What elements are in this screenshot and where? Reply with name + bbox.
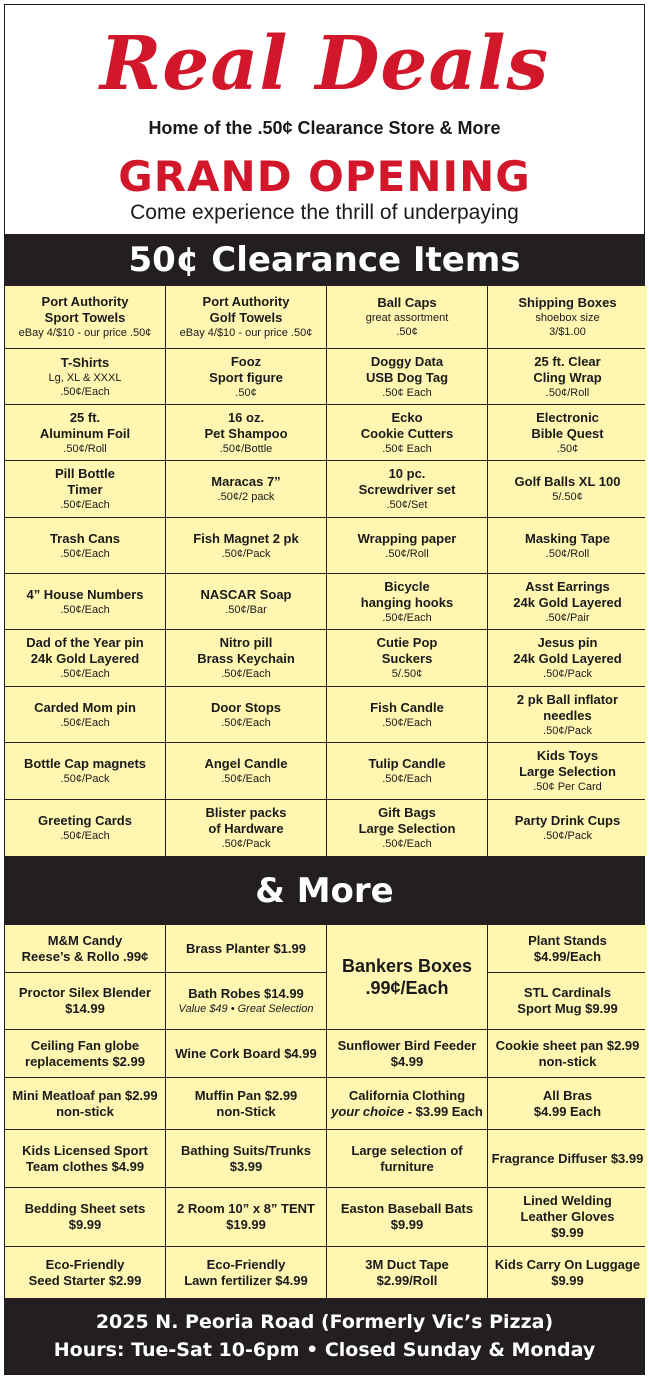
item-title-line: $4.99/Each [533,948,602,964]
item-title-line: Mini Meatloaf pan $2.99 [12,1087,158,1103]
more-item [166,973,326,1029]
item-title-line: Blister packs [205,805,287,820]
item-title-line: USB Dog Tag [365,369,449,385]
clearance-items-grid [5,286,644,858]
item-emphasis: your choice [331,1103,405,1119]
more-item [166,1188,326,1246]
item-title-line: Team clothes $4.99 [25,1158,145,1174]
item-title-line: Electronic [536,409,599,425]
item-title-line: $4.99 Each [533,1103,602,1119]
item-title-line: T-Shirts [60,354,110,370]
clearance-item [327,461,487,517]
item-price: - $3.99 Each [404,1103,483,1119]
store-address: 2025 N. Peoria Road (Formerly Vic’s Pizza) [95,1311,554,1333]
item-detail: .50¢ [556,442,579,455]
item-title-line: Doggy Data [370,353,444,369]
clearance-item [5,743,165,799]
more-item [488,925,647,972]
item-title-line: 4” House Numbers [26,586,144,602]
item-title-line: Fragrance Diffuser $3.99 [491,1150,644,1166]
more-items-grid [5,925,644,1301]
item-detail: .50¢ Each [382,386,432,399]
item-title-line: $3.99 [229,1158,263,1174]
item-title-line: of Hardware [208,821,284,836]
item-title-line: $14.99 [65,1001,105,1016]
item-title-line: Muffin Pan $2.99 [194,1087,298,1103]
item-title-line: Pill Bottle [55,466,115,481]
item-title-line: Kids Licensed Sport [22,1142,148,1158]
item-title-line: Wrapping paper [357,530,457,546]
clearance-item [166,800,326,856]
item-title-line: Large selection of [351,1142,463,1158]
item-title-line: Wine Cork Board $4.99 [175,1045,317,1061]
clearance-section-title: 50¢ Clearance Items [5,234,644,286]
item-detail: .50¢/Each [382,773,432,785]
item-title-line: $2.99/Roll [376,1272,438,1288]
item-detail: .50¢/Each [382,838,432,850]
item-detail: .50¢/Bottle [219,442,273,455]
clearance-item [488,286,647,348]
clearance-item [488,405,647,460]
item-title-line: Aluminum Foil [39,425,131,441]
item-title-line: Large Selection [519,764,616,779]
item-title-line: Bedding Sheet sets [24,1201,146,1216]
clearance-item [488,574,647,629]
item-title-line: Sport Mug $9.99 [517,1001,618,1016]
item-detail: 3/$1.00 [549,326,586,338]
item-title-line: Sport Towels [44,310,126,325]
item-title-line: Port Authority [202,294,290,309]
item-title-line: Kids Carry On Luggage [494,1256,641,1272]
item-title-line: Cookie sheet pan $2.99 [495,1037,640,1053]
item-detail: great assortment [365,312,449,324]
item-detail: eBay 4/$10 - our price .50¢ [179,327,313,339]
more-item [5,1247,165,1298]
item-detail: .50¢/Pack [221,838,271,850]
clearance-item [166,630,326,686]
item-title-line: 24k Gold Layered [513,594,622,610]
more-item [5,1188,165,1246]
more-item [5,1130,165,1187]
clearance-item [5,461,165,517]
clearance-item [327,574,487,629]
item-title-line: California Clothing [348,1087,466,1103]
item-detail: .50¢ Per Card [533,781,602,793]
more-item [488,1078,647,1129]
more-section-title: & More [5,858,644,925]
store-logo: Real Deals [99,21,550,107]
item-title-line: Gift Bags [378,805,436,820]
item-title-line: Golf Towels [209,310,283,325]
more-item [5,1030,165,1077]
item-detail: eBay 4/$10 - our price .50¢ [18,327,152,339]
item-title-line: Reese’s & Rollo .99¢ [21,948,149,964]
more-item [488,1130,647,1187]
item-detail: .50¢/Roll [63,442,107,455]
item-detail: .50¢/2 pack [217,491,275,503]
item-title-line: replacements $2.99 [25,1053,145,1069]
item-detail: Lg, XL & XXXL [48,371,122,384]
item-title-line: Ceiling Fan globe [30,1037,140,1053]
item-title-line: Port Authority [41,294,129,309]
more-item [327,1247,487,1298]
item-title-line: Maracas 7” [211,474,281,489]
item-detail: .50¢/Roll [545,386,590,399]
clearance-item [488,349,647,404]
item-title-line: Large Selection [358,821,456,836]
item-detail: .50¢/Roll [385,547,429,560]
item-title-line: needles [543,707,592,723]
clearance-item [166,405,326,460]
more-item [327,1130,487,1187]
item-title-line: Masking Tape [524,530,610,546]
item-title-line: Ecko [391,409,423,425]
clearance-item [166,687,326,742]
flyer-header [5,5,644,234]
more-item [166,925,326,972]
item-title-line: Lawn fertilizer $4.99 [184,1272,308,1288]
item-title-line: non-Stick [216,1103,276,1119]
item-detail: .50¢/Each [221,716,271,729]
item-title-line: Eco-Friendly [45,1256,125,1272]
item-title-line: Cutie Pop [376,635,438,650]
item-title-line: Party Drink Cups [514,813,621,828]
item-title-line: Easton Baseball Bats [340,1201,474,1216]
clearance-item [488,461,647,517]
item-title-line: Proctor Silex Blender [18,985,152,1000]
more-item [488,1247,647,1298]
item-title-line: non-stick [56,1103,114,1119]
item-title-line: $9.99 [390,1217,424,1232]
item-detail: .50¢ [235,386,257,399]
clearance-item [488,518,647,573]
clearance-item [327,630,487,686]
clearance-item [327,349,487,404]
more-item [5,1078,165,1129]
item-title-line: Sunflower Bird Feeder [337,1037,477,1053]
item-detail: .50¢/Each [60,716,110,729]
item-title-line: All Bras [542,1087,593,1103]
item-title-line: Eco-Friendly [206,1256,286,1272]
item-title-line: Greeting Cards [38,813,132,828]
item-title-line: Trash Cans [49,530,121,546]
more-item [166,1078,326,1129]
item-title-line: Jesus pin [537,635,598,650]
item-title-line: Bible Quest [531,425,604,441]
more-item [166,1030,326,1077]
clearance-item [166,286,326,348]
item-title-line: Timer [67,482,103,497]
clearance-item [5,349,165,404]
more-item [5,925,165,972]
clearance-item [5,800,165,856]
item-title-line: hanging hooks [360,594,454,610]
item-title-line: Ball Caps [377,295,437,310]
item-detail: .50¢/Each [60,668,110,680]
clearance-item [488,743,647,799]
item-title-line: Fish Candle [370,699,444,715]
clearance-item [5,630,165,686]
store-hours: Hours: Tue-Sat 10-6pm • Closed Sunday & Monday [53,1339,596,1361]
clearance-item [166,743,326,799]
item-title-line: 16 oz. [227,409,265,425]
item-title-line: Bath Robes $14.99 [188,986,304,1001]
item-title-line: Lined Welding [523,1193,612,1208]
item-detail: .50¢ [396,326,418,338]
item-title-line: Angel Candle [204,756,288,771]
item-detail: .50¢/Each [60,499,110,511]
item-detail: .50¢/Pack [221,547,271,560]
item-title-line: furniture [380,1158,434,1174]
item-title-line: Fooz [230,353,262,369]
more-item [166,1247,326,1298]
item-title-line: STL Cardinals [523,985,612,1000]
more-item [5,973,165,1029]
store-tagline: Home of the .50¢ Clearance Store & More [148,118,501,138]
item-title-line: $19.99 [226,1217,266,1232]
item-detail: .50¢/Each [60,547,110,560]
item-title-line: .99¢/Each [365,978,449,998]
item-title-line: 25 ft. [69,409,101,425]
clearance-item [5,574,165,629]
item-title-line: $9.99 [551,1225,584,1240]
item-detail: .50¢/Roll [545,547,590,560]
item-title-line: 24k Gold Layered [30,651,140,666]
clearance-item [327,518,487,573]
item-detail: .50¢/Each [221,773,271,785]
item-title-line: Door Stops [210,699,282,715]
item-title-line: Brass Planter $1.99 [186,940,306,956]
item-title-line: Suckers [381,651,433,666]
item-title-line: 2 Room 10” x 8” TENT [177,1201,315,1216]
clearance-item [488,630,647,686]
more-item [488,1030,647,1077]
grand-opening-headline: GRAND OPENING [118,152,531,201]
clearance-item [327,687,487,742]
item-title-line: Sport figure [209,369,283,385]
item-title-line: Shipping Boxes [518,295,617,310]
item-title-line: $4.99 [390,1053,424,1069]
item-detail: .50¢/Each [382,611,432,624]
item-title-line: M&M Candy [47,932,123,948]
item-title-line: $9.99 [551,1272,584,1288]
item-title-line: Dad of the Year pin [26,635,144,650]
item-detail: .50¢/Pack [543,724,592,737]
item-title-line: Brass Keychain [197,651,295,666]
item-detail: 5/.50¢ [552,491,583,503]
item-title-line: Golf Balls XL 100 [514,474,621,489]
item-title-line: Pet Shampoo [204,425,288,441]
item-detail: .50¢ Each [382,442,432,455]
item-title-line: NASCAR Soap [200,586,292,602]
item-title-line: Fish Magnet 2 pk [193,530,299,546]
item-title-line: Carded Mom pin [34,699,136,715]
item-detail: .50¢/Pack [543,668,592,680]
advertisement-flyer [4,4,645,1375]
item-detail: .50¢/Bar [225,603,267,616]
item-title-line: 10 pc. [388,466,426,481]
clearance-item [327,405,487,460]
item-title-line: Tulip Candle [368,756,446,771]
more-item [488,973,647,1029]
clearance-item [488,800,647,856]
item-title-line: Bathing Suits/Trunks [180,1142,311,1158]
clearance-item [327,800,487,856]
item-title-line: $9.99 [68,1217,102,1232]
clearance-item [5,518,165,573]
item-title-line: Seed Starter $2.99 [28,1272,142,1288]
item-title-line: 24k Gold Layered [513,651,622,666]
item-title-line: Cookie Cutters [360,425,454,441]
clearance-item [166,574,326,629]
item-title-line: Plant Stands [528,932,607,948]
item-detail: .50¢/Each [60,385,110,398]
item-detail: .50¢/Pair [545,611,590,624]
item-title-line: Leather Gloves [520,1209,615,1224]
clearance-item [327,286,487,348]
item-detail: 5/.50¢ [391,668,423,680]
clearance-item [488,687,647,742]
item-detail: .50¢/Each [382,716,432,729]
item-title-line: Asst Earrings [525,578,610,594]
item-detail: shoebox size [535,312,600,324]
item-title-line: Bankers Boxes [341,956,473,976]
item-title-line: 25 ft. Clear [534,353,601,369]
header-subline: Come experience the thrill of underpaying [130,201,519,224]
clearance-item [166,349,326,404]
item-detail: .50¢/Set [386,499,428,511]
more-item [327,1030,487,1077]
item-title-line: Kids Toys [536,748,599,763]
featured-item [327,925,487,1029]
item-note: Value $49 • Great Selection [178,1003,314,1015]
item-detail: .50¢/Pack [60,773,110,785]
clearance-item [5,687,165,742]
item-detail: .50¢/Each [221,668,271,680]
more-item [166,1130,326,1187]
clearance-item [327,743,487,799]
more-item [327,1188,487,1246]
item-detail: .50¢/Each [60,830,110,842]
item-detail: .50¢/Pack [543,830,592,842]
item-title-line: Bicycle [384,578,430,594]
clearance-item [166,461,326,517]
item-title-line: 2 pk Ball inflator [516,691,619,707]
clearance-item [5,405,165,460]
item-title-line: Cling Wrap [533,369,602,385]
flyer-footer [5,1301,644,1374]
item-price-line [331,1104,483,1120]
more-item [327,1078,487,1129]
more-item [488,1188,647,1246]
item-detail: .50¢/Each [60,603,110,616]
item-title-line: Screwdriver set [358,482,456,497]
item-title-line: 3M Duct Tape [365,1256,449,1272]
item-title-line: Nitro pill [219,635,273,650]
item-title-line: Bottle Cap magnets [23,756,147,771]
clearance-item [166,518,326,573]
item-title-line: non-stick [538,1053,597,1069]
clearance-item [5,286,165,348]
